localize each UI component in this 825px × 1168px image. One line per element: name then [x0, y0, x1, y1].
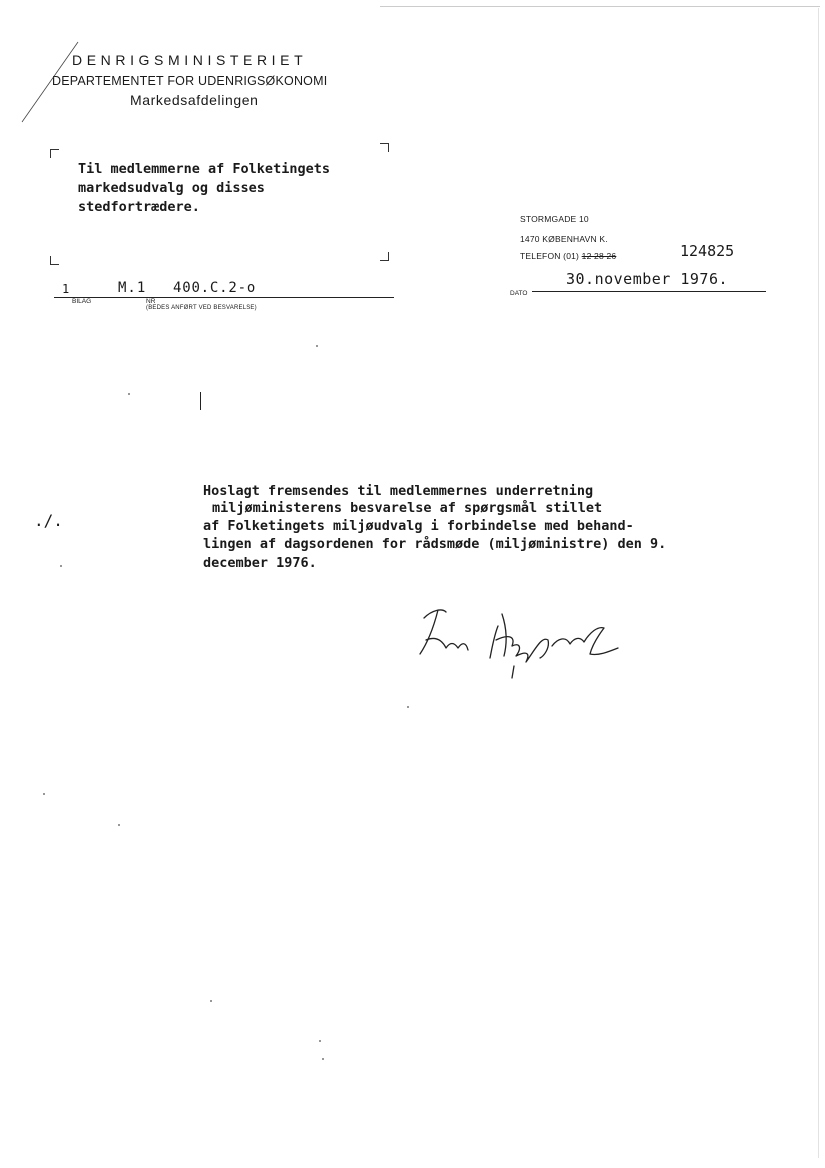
nr-note: (BEDES ANFØRT VED BESVARELSE) — [146, 305, 257, 311]
city-address: 1470 KØBENHAVN K. — [520, 234, 608, 244]
phone-line — [520, 251, 616, 261]
window-corner-top-right — [380, 143, 389, 152]
scan-edge-top — [380, 6, 820, 7]
date-value: 30.november 1976. — [566, 270, 729, 288]
department-name: DEPARTEMENTET FOR UDENRIGSØKONOMI — [52, 74, 328, 88]
letterhead-diagonal-stroke — [20, 40, 80, 125]
bilag-label: BILAG — [72, 298, 92, 305]
division-name: Markedsafdelingen — [130, 92, 259, 108]
date-underline — [532, 291, 766, 292]
ministry-name: DENRIGSMINISTERIET — [72, 52, 308, 68]
street-address: STORMGADE 10 — [520, 214, 589, 224]
margin-tick-mark — [200, 392, 201, 410]
recipient-line: Til medlemmerne af Folketingets — [78, 161, 330, 177]
body-line: lingen af dagsordenen for rådsmøde (miljøministre) den 9. — [203, 536, 667, 552]
journal-prefix: M.1 — [118, 280, 147, 296]
window-corner-bottom-left — [50, 256, 59, 265]
reference-underline — [54, 297, 394, 298]
date-label: DATO — [510, 290, 528, 297]
journal-number: 400.C.2-o — [173, 280, 257, 296]
window-corner-bottom-right — [380, 252, 389, 261]
scan-edge-right — [818, 8, 819, 1158]
body-line: december 1976. — [203, 555, 317, 571]
window-corner-top-left — [50, 149, 59, 158]
phone-old-number: 12 28 26 — [581, 251, 617, 261]
nr-label: NR — [146, 298, 156, 305]
phone-new-number: 124825 — [680, 242, 735, 260]
enclosure-mark: ./. — [34, 511, 63, 530]
handwritten-signature — [412, 596, 632, 686]
body-line: Hoslagt fremsendes til medlemmernes underretning — [203, 483, 594, 499]
body-line: af Folketingets miljøudvalg i forbindelse med behand- — [203, 518, 634, 534]
bilag-value: 1 — [62, 282, 70, 296]
phone-label: TELEFON (01) — [520, 251, 580, 261]
recipient-line: markedsudvalg og disses — [78, 180, 265, 196]
recipient-line: stedfortrædere. — [78, 199, 200, 215]
body-line: miljøministerens besvarelse af spørgsmål stillet — [212, 500, 603, 516]
